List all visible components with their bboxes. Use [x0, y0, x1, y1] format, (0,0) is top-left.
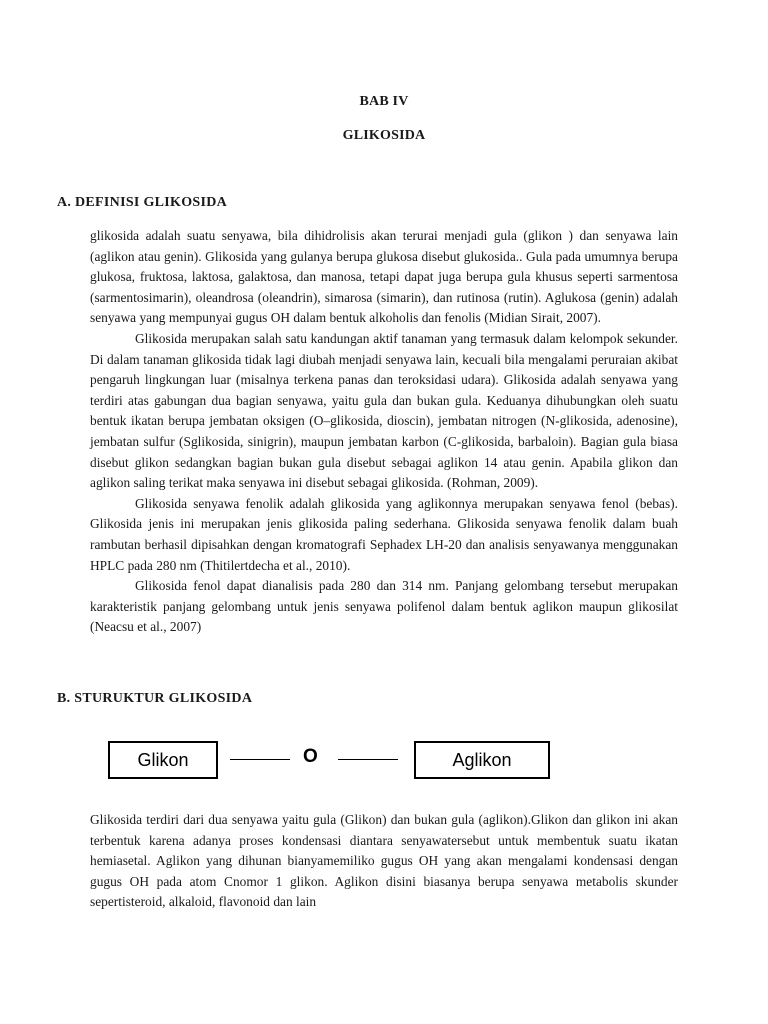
paragraph: Glikosida fenol dapat dianalisis pada 280 dan 314 nm. Panjang gelombang tersebut merupakan karakteristik panjang gelombang untuk jenis senyawa polifenol dalam bentuk aglikon maupun glikosilat (Neacsu et al., 2007) [90, 578, 678, 635]
paragraph: Glikosida senyawa fenolik adalah glikosida yang aglikonnya merupakan senyawa fenol (bebas). Glikosida jenis ini merupakan jenis glikosida paling sederhana. Glikosida senyawa fenolik dalam buah rambutan berhasil dipisahkan dengan kromatografi Sephadex LH-20 dan analisis senyawanya menggunakan HPLC pada 280 nm (Thitilertdecha et al., 2010). [90, 495, 678, 573]
section-a-body [90, 226, 678, 638]
paragraph: glikosida adalah suatu senyawa, bila dihidrolisis akan terurai menjadi gula (glikon ) dan senyawa lain (aglikon atau genin). Glikosida yang gulanya berupa glukosa disebut glukosida.. Gula pada umumnya berupa glukosa, fruktosa, laktosa, galaktosa, dan manosa, tetapi dapat juga berupa gula khusus seperti sarmentosa (sarmentosimarin), oleandrosa (oleandrin), simarosa (simarin), dan rutinosa (rutin). Aglukosa (genin) adalah senyawa yang mempunyai gugus OH dalam bentuk alkoholis dan fenolis (Midian Sirait, 2007). [90, 228, 678, 326]
bond-line-right [338, 759, 398, 760]
paragraph: Glikosida merupakan salah satu kandungan aktif tanaman yang termasuk dalam kelompok sekunder. Di dalam tanaman glikosida tidak lagi diubah menjadi senyawa lain, kecuali bila mengalami peruraian akibat pengaruh lingkungan luar (misalnya terkena panas dan teroksidasi udara). Glikosida adalah senyawa yang terdiri atas gabungan dua bagian senyawa, yaitu gula dan bukan gula. Keduanya dihubungkan oleh suatu bentuk ikatan berupa jembatan oksigen (O–glikosida, dioscin), jembatan nitrogen (N-glikosida, adenosine), jembatan sulfur (Sglikosida, sinigrin), maupun jembatan karbon (C-glikosida, barbaloin). Bagian gula biasa disebut glikon sedangkan bagian bukan gula disebut sebagai aglikon 14 atau genin. Apabila glikon dan aglikon saling terikat maka senyawa ini disebut sebagai glikosida. (Rohman, 2009). [90, 330, 678, 491]
section-a-heading: A. DEFINISI GLIKOSIDA [57, 195, 228, 210]
aglikon-box: Aglikon [414, 741, 550, 779]
paragraph: Glikosida terdiri dari dua senyawa yaitu gula (Glikon) dan bukan gula (aglikon).Glikon dan glikon ini akan terbentuk karena adanya proses kondensasi diantara senyawatersebut untuk membentuk suatu ikatan hemiasetal. Aglikon yang dihunan bianyamemiliko gugus OH yang akan mengalami kondensasi dengan gugus OH pada atom Cnomor 1 glikon. Aglikon disini biasanya berupa senyawa metabolis skunder sepertisteroid, alkaloid, flavonoid dan lain [90, 812, 678, 910]
glycoside-structure-diagram [108, 738, 552, 782]
glikon-box: Glikon [108, 741, 218, 779]
section-b-heading: B. STURUKTUR GLIKOSIDA [57, 691, 253, 706]
document-title: GLIKOSIDA [342, 128, 426, 143]
chapter-label: BAB IV [359, 94, 409, 109]
oxygen-bridge-label: O [303, 746, 318, 767]
section-b-body [90, 810, 678, 913]
bond-line-left [230, 759, 290, 760]
